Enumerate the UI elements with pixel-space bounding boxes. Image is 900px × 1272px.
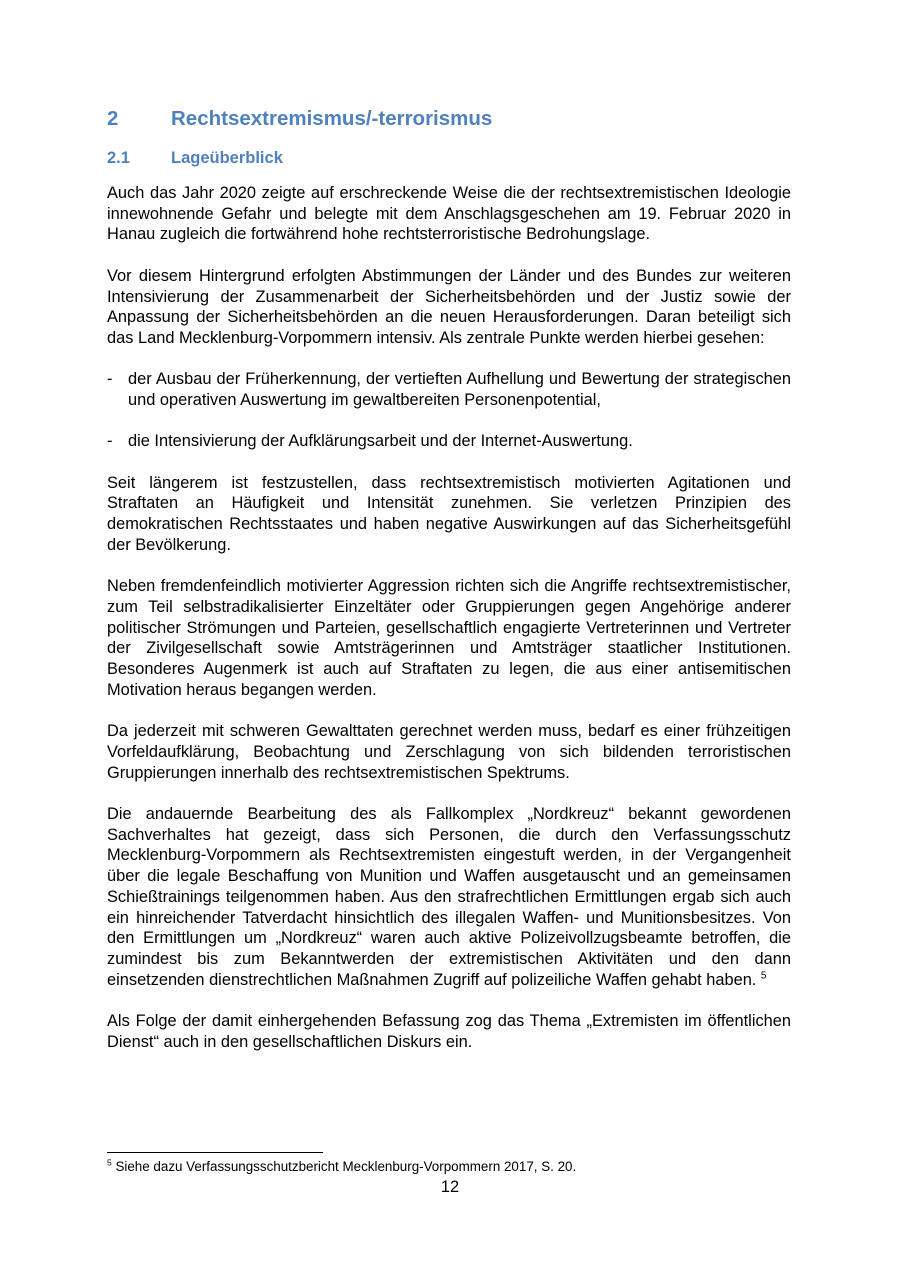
paragraph-nordkreuz [107,804,791,990]
subsection-number: 2.1 [107,149,130,167]
list-bullet: - [107,370,113,389]
page-body [107,104,791,1073]
footnote [107,1159,576,1175]
subsection-title: Lageüberblick [171,149,283,167]
section-heading [107,104,791,134]
list-item [107,369,791,410]
section-title: Rechtsextremismus/-terrorismus [171,107,493,130]
paragraph-prevention: Da jederzeit mit schweren Gewalttaten gerechnet werden muss, bedarf es einer frühzeitigen Vorfeldaufklärung, Beobachtung und Zerschlagung von sich bildenden terroristischen Gruppierungen innerhalb des rechtsextremistischen Spektrums. [107,722,791,782]
page-number: 12 [440,1178,460,1196]
footnote-separator [107,1152,323,1153]
footnote-reference[interactable]: 5 [760,970,767,982]
list-item-text: die Intensivierung der Aufklärungsarbeit und der Internet-Auswertung. [128,432,633,451]
paragraph-nordkreuz-text: Die andauernde Bearbeitung des als Fallkomplex „Nordkreuz“ bekannt gewordenen Sachverhaltes hat gezeigt, dass sich Personen, die durch den Verfassungsschutz Mecklenburg-Vorpommern als Rechtsextremisten eingestuft werden, in der Vergangenheit über die legale Beschaffung von Munition und Waffen ausgetauscht und an gemeinsamen Schießtrainings teilgenommen haben. Aus den strafrechtlichen Ermittlungen ergab sich auch ein hinreichender Tatverdacht hinsichtlich des illegalen Waffen- und Munitionsbesitzes. Von den Ermittlungen um „Nordkreuz“ waren auch aktive Polizeivollzugsbeamte betroffen, die zumindest bis zum Bekanntwerden der extremistischen Aktivitäten und den dann einsetzenden dienstrechtlichen Maßnahmen Zugriff auf polizeiliche Waffen gehabt haben. [107,804,791,989]
key-points-list [107,369,791,452]
list-item-text: der Ausbau der Früherkennung, der vertieften Aufhellung und Bewertung der strategischen und operativen Auswertung im gewaltbereiten Personenpotential, [128,370,791,409]
subsection-heading [107,146,791,170]
list-item [107,431,791,452]
paragraph-public-service: Als Folge der damit einhergehenden Befassung zog das Thema „Extremisten im öffentlichen Dienst“ auch in den gesellschaftlichen Diskurs ein. [107,1012,791,1051]
footnote-marker: 5 [107,1157,112,1168]
paragraph-targets: Neben fremdenfeindlich motivierter Aggression richten sich die Angriffe rechtsextremistischer, zum Teil selbstradikalisierter Einzeltäter oder Gruppierungen gegen Angehörige anderer politischer Strömungen und Parteien, gesellschaftlich engagierte Vertreterinnen und Vertreter der Zivilgesellschaft sowie Amtsträgerinnen und Amtsträger staatlicher Institutionen. Besonderes Augenmerk ist auch auf Straftaten zu legen, die aus einer antisemitischen Motivation heraus begangen werden. [107,577,791,699]
section-number: 2 [107,107,119,130]
paragraph-intro: Auch das Jahr 2020 zeigte auf erschreckende Weise die der rechtsextremistischen Ideologie innewohnende Gefahr und belegte mit dem Anschlagsgeschehen am 19. Februar 2020 in Hanau zugleich die fortwährend hohe rechtsterroristische Bedrohungslage. [107,184,791,244]
list-bullet: - [107,432,113,451]
paragraph-trend: Seit längerem ist festzustellen, dass rechtsextremistisch motivierten Agitationen und Straftaten an Häufigkeit und Intensität zunehmen. Sie verletzen Prinzipien des demokratischen Rechtsstaates und haben negative Auswirkungen auf das Sicherheitsgefühl der Bevölkerung. [107,473,791,554]
paragraph-context: Vor diesem Hintergrund erfolgten Abstimmungen der Länder und des Bundes zur weiteren Intensivierung der Zusammenarbeit der Sicherheitsbehörden und der Justiz sowie der Anpassung der Sicherheitsbehörden an die neuen Herausforderungen. Daran beteiligt sich das Land Mecklenburg-Vorpommern intensiv. Als zentrale Punkte werden hierbei gesehen: [107,266,791,347]
footnote-text: Siehe dazu Verfassungsschutzbericht Mecklenburg-Vorpommern 2017, S. 20. [111,1159,577,1174]
